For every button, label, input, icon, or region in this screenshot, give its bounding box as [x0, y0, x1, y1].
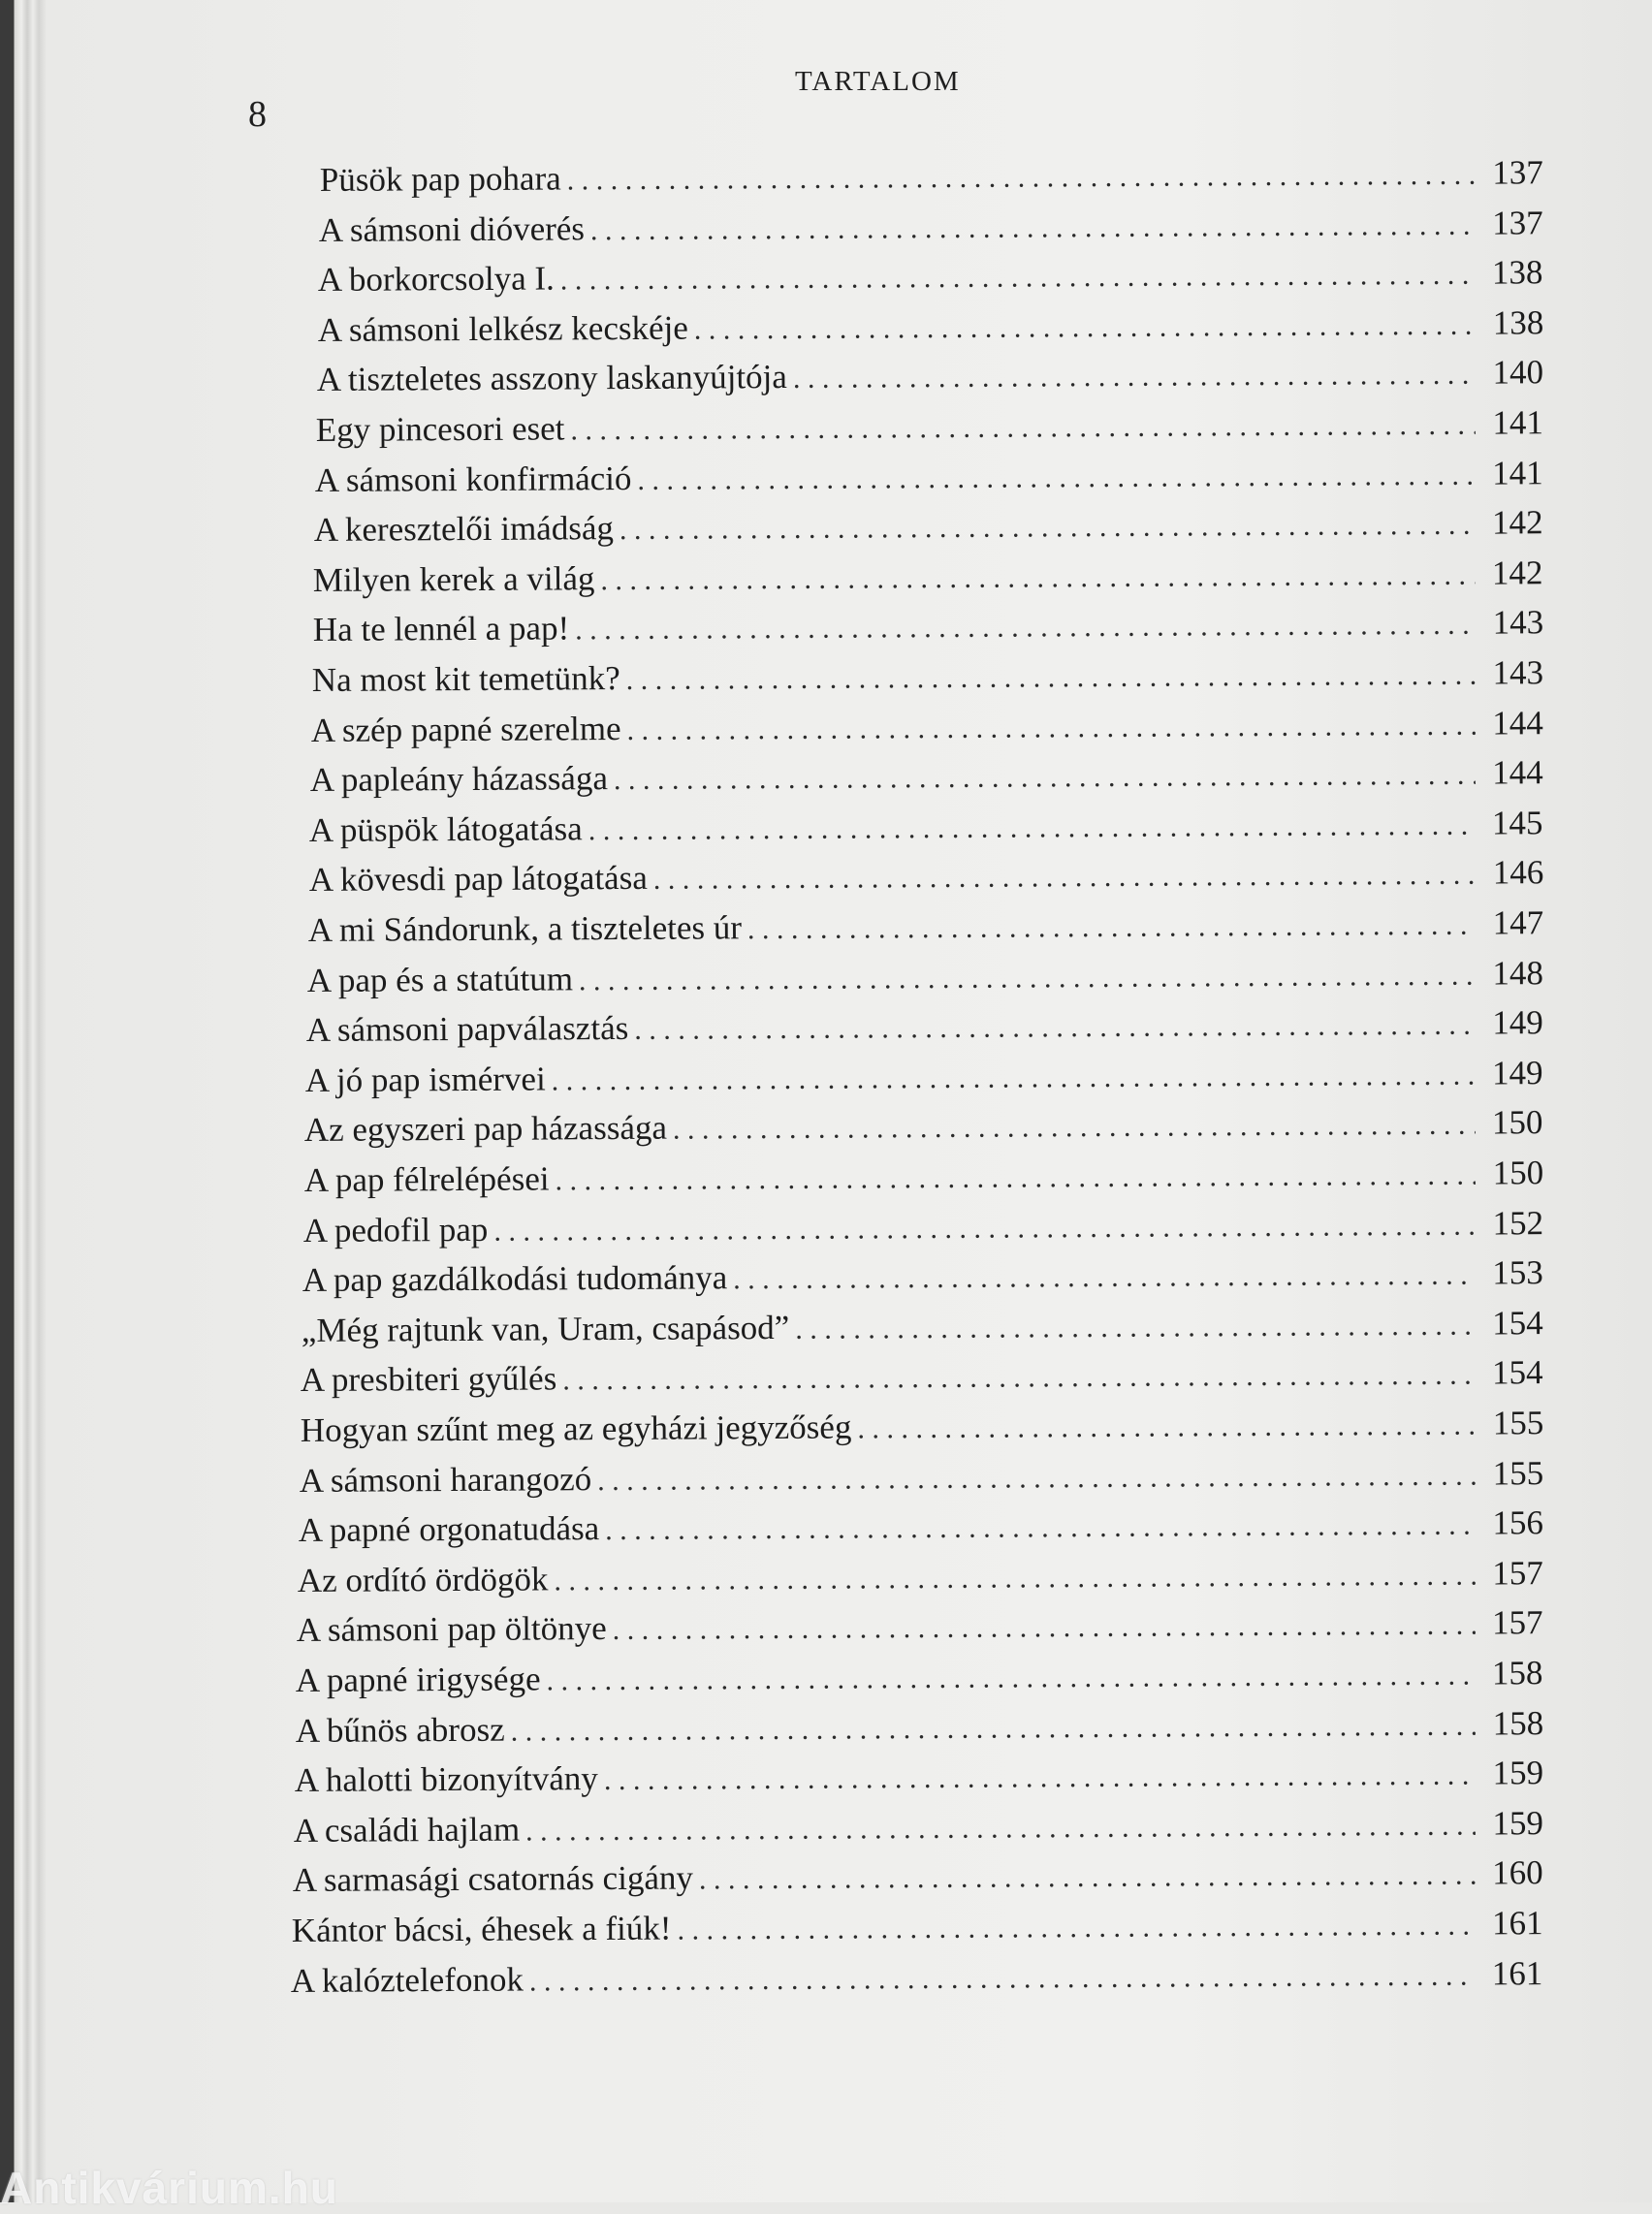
toc-entry [297, 1604, 1543, 1655]
toc-entry-title: A papné orgonatudása [298, 1509, 600, 1550]
toc-entry [307, 954, 1543, 1004]
toc-entry-page-number: 150 [1492, 1103, 1543, 1142]
toc-entry-page-number: 156 [1492, 1503, 1543, 1542]
toc-entry-title: A sámsoni dióverés [318, 208, 586, 249]
toc-entry-title: A pedofil pap [302, 1210, 489, 1249]
dot-leader [605, 1506, 1476, 1550]
toc-entry [306, 1003, 1543, 1054]
toc-entry-page-number: 157 [1492, 1553, 1543, 1593]
dot-leader [678, 1907, 1476, 1950]
dot-leader [525, 1806, 1476, 1850]
toc-entry-page-number: 148 [1492, 953, 1543, 993]
toc-entry-title: A sámsoni harangozó [299, 1459, 591, 1500]
toc-entry-title: A püspök látogatása [309, 809, 584, 849]
toc-entry [299, 1503, 1543, 1554]
page-number: 8 [248, 94, 267, 135]
toc-entry-page-number: 144 [1492, 703, 1543, 743]
dot-leader [547, 1657, 1476, 1701]
toc-entry-title: A tiszteletes asszony laskanyújtója [316, 358, 787, 399]
toc-entry-title: Az ordító ördögök [297, 1560, 549, 1599]
toc-entry-title: A borkorcsolya I. [318, 259, 556, 300]
toc-entry-title: Na most kit temetünk? [311, 659, 620, 700]
dot-leader [567, 156, 1476, 201]
toc-entry-page-number: 145 [1492, 804, 1543, 842]
toc-entry-title: Milyen kerek a világ [313, 559, 596, 599]
dot-leader [652, 856, 1476, 900]
dot-leader [693, 306, 1476, 350]
toc-entry-page-number: 138 [1492, 253, 1543, 292]
toc-entry-page-number: 159 [1492, 1803, 1543, 1843]
toc-entry-page-number: 158 [1492, 1703, 1543, 1743]
toc-entry-title: A pap félrelépései [303, 1159, 550, 1200]
toc-entry-page-number: 142 [1492, 503, 1543, 542]
toc-entry-page-number: 157 [1492, 1603, 1543, 1642]
toc-entry-title: A jó pap ismérvei [304, 1060, 547, 1099]
toc-entry-title: A bűnös abrosz [295, 1710, 505, 1750]
toc-entry [313, 554, 1543, 604]
toc-entry [294, 1754, 1542, 1804]
toc-entry [293, 1854, 1543, 1905]
toc-entry [307, 903, 1543, 954]
toc-entry-title: A halotti bizonyítvány [294, 1759, 598, 1800]
dot-leader [555, 1156, 1476, 1201]
dot-leader [510, 1706, 1476, 1751]
dot-leader [560, 256, 1476, 300]
toc-entry-page-number: 161 [1492, 1904, 1543, 1943]
toc-entry [302, 1204, 1542, 1254]
toc-entry-page-number: 159 [1492, 1754, 1543, 1792]
dot-leader [699, 1856, 1476, 1900]
toc-entry-page-number: 142 [1492, 554, 1543, 592]
toc-entry [300, 1404, 1543, 1454]
toc-entry-title: A családi hajlam [293, 1810, 521, 1850]
toc-entry-title: A sámsoni papválasztás [305, 1009, 629, 1050]
toc-entry-page-number: 144 [1492, 753, 1543, 792]
dot-leader [637, 456, 1476, 499]
toc-entry-title: A presbiteri gyűlés [301, 1359, 557, 1400]
toc-entry-page-number: 149 [1492, 1003, 1543, 1042]
toc-entry-title: Egy pincesori eset [315, 409, 565, 450]
toc-entry-page-number: 152 [1492, 1203, 1543, 1243]
toc-entry [311, 704, 1543, 754]
dot-leader [673, 1106, 1476, 1150]
toc-entry-page-number: 154 [1492, 1303, 1543, 1343]
toc-entry-page-number: 158 [1492, 1654, 1543, 1692]
toc-entry-title: A sámsoni pap öltönye [296, 1609, 608, 1650]
toc-entry [294, 1804, 1543, 1854]
toc-entry-title: A papné irigysége [296, 1660, 542, 1700]
dot-leader [625, 656, 1476, 700]
toc-entry-title: A kövesdi pap látogatása [308, 859, 648, 900]
dot-leader [597, 1456, 1476, 1501]
dot-leader [570, 406, 1476, 451]
dot-leader [620, 506, 1476, 550]
toc-entry [318, 253, 1543, 303]
toc-entry [312, 604, 1543, 654]
toc-entry-page-number: 155 [1492, 1453, 1543, 1493]
toc-entry-page-number: 143 [1492, 653, 1543, 692]
toc-entry-page-number: 141 [1492, 403, 1543, 442]
toc-entry-page-number: 153 [1492, 1253, 1543, 1292]
toc-entry [309, 804, 1543, 854]
toc-entry-page-number: 160 [1492, 1853, 1543, 1892]
toc-entry-page-number: 146 [1492, 853, 1543, 892]
toc-entry [316, 403, 1543, 454]
toc-entry-page-number: 143 [1492, 603, 1543, 642]
toc-entry-title: A papleány házassága [309, 759, 609, 800]
toc-entry [320, 153, 1543, 204]
toc-entry [310, 753, 1543, 804]
toc-entry-title: A keresztelői imádság [313, 509, 615, 550]
toc-entry-title: „Még rajtunk van, Uram, csapásod” [301, 1308, 790, 1349]
dot-leader [493, 1206, 1476, 1250]
toc-entry [298, 1554, 1543, 1604]
toc-entry-page-number: 137 [1492, 153, 1543, 192]
toc-entry [308, 854, 1543, 904]
toc-entry [312, 653, 1543, 704]
toc-entry [302, 1304, 1543, 1354]
dot-leader [613, 1606, 1476, 1650]
dot-leader [747, 906, 1476, 950]
toc-entry [316, 354, 1543, 404]
running-header: TARTALOM [795, 66, 961, 97]
toc-entry-page-number: 147 [1492, 903, 1543, 942]
dot-leader [626, 706, 1476, 749]
dot-leader [588, 806, 1476, 850]
toc-entry-title: A pap és a statútum [306, 959, 573, 999]
toc-entry-title: A mi Sándorunk, a tiszteletes úr [307, 908, 742, 950]
toc-entry-page-number: 161 [1492, 1953, 1543, 1993]
toc-entry-page-number: 149 [1492, 1053, 1543, 1092]
toc-entry-page-number: 140 [1492, 353, 1543, 392]
toc-entry [302, 1253, 1543, 1304]
toc-entry-title: A sámsoni konfirmáció [314, 459, 632, 499]
toc-entry [314, 503, 1543, 554]
toc-entry-title: Kántor bácsi, éhesek a fiúk! [292, 1909, 672, 1950]
dot-leader [575, 606, 1476, 650]
toc-entry [295, 1704, 1543, 1755]
dot-leader [529, 1956, 1476, 2001]
toc-entry [304, 1104, 1543, 1154]
toc-entry-page-number: 137 [1492, 203, 1543, 242]
toc-entry-title: A szép papné szerelme [310, 709, 621, 749]
toc-entry-title: Hogyan szűnt meg az egyházi jegyzőség [300, 1407, 852, 1450]
toc-entry-title: A pap gazdálkodási tudománya [302, 1258, 728, 1300]
toc-entry [305, 1054, 1543, 1104]
dot-leader [604, 1756, 1476, 1800]
dot-leader [562, 1356, 1475, 1401]
toc-entry [317, 303, 1543, 354]
toc-entry-title: A sámsoni lelkész kecskéje [317, 308, 688, 349]
toc-entry-page-number: 154 [1492, 1353, 1543, 1392]
toc-entry-title: Az egyszeri pap házassága [304, 1109, 668, 1150]
toc-entry [301, 1354, 1543, 1405]
dot-leader [590, 206, 1476, 250]
watermark: Antikvárium.hu [0, 2163, 338, 2213]
toc-entry [315, 454, 1543, 504]
toc-entry [303, 1154, 1543, 1204]
toc-entry-page-number: 138 [1492, 303, 1543, 342]
toc-entry [292, 1904, 1543, 1954]
dot-leader [554, 1556, 1476, 1600]
dot-leader [601, 555, 1476, 600]
dot-leader [579, 956, 1476, 1000]
dot-leader [857, 1407, 1476, 1449]
dot-leader [634, 1006, 1476, 1050]
dot-leader [795, 1306, 1476, 1348]
toc-entry-page-number: 155 [1492, 1404, 1543, 1442]
toc-entry-title: Püsök pap pohara [319, 159, 561, 200]
toc-entry [319, 204, 1543, 254]
toc-entry-title: A kalóztelefonok [291, 1960, 524, 2000]
dot-leader [614, 756, 1476, 800]
dot-leader [733, 1256, 1476, 1300]
toc-entry [296, 1654, 1543, 1704]
toc-entry-title: Ha te lennél a pap! [312, 609, 569, 649]
toc-entry-page-number: 150 [1492, 1154, 1543, 1192]
toc-entry [299, 1454, 1543, 1504]
dot-leader [792, 356, 1475, 398]
toc-entry [291, 1954, 1543, 2005]
toc-entry-title: A sarmasági csatornás cigány [292, 1858, 694, 1900]
dot-leader [552, 1056, 1476, 1100]
toc-entry-page-number: 141 [1492, 453, 1543, 492]
